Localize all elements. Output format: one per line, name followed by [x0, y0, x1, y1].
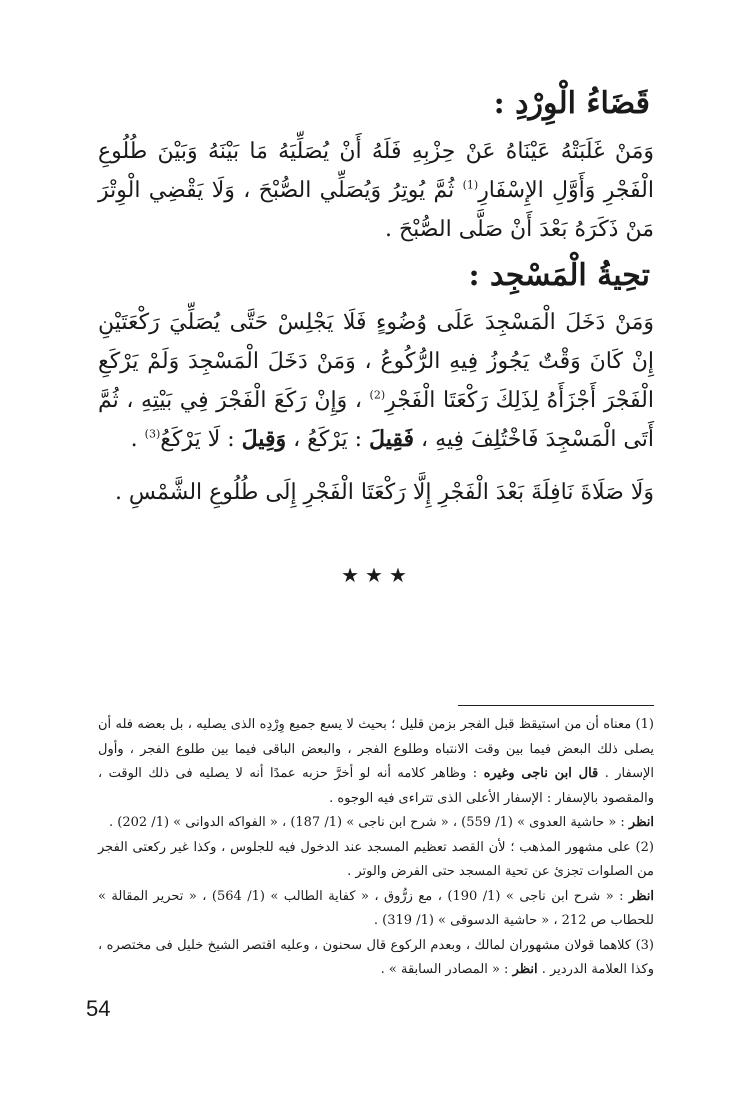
footnote-bold: انظر — [512, 962, 538, 977]
paragraph-nafila — [98, 473, 654, 512]
footnote-text: (2) على مشهور المذهب ؛ لأن القصد تعظيم المسجد عند الدخول فيه للجلوس ، وكذا غير ركعتى الفجر من الصلوات تجزئ عن تحية المسجد حتى الفرض والوتر . — [98, 839, 654, 879]
footnote-text: : وظاهر كلامه أنه لو أخرَّ حزبه عمدًا أنه لا يصليه فى ذلك الوقت ، والمقصود بالإسفار : الإسفار الأعلى الذى تتراءى فيه الوجوه . — [98, 766, 654, 806]
paragraph-text: : لَا يَرْكَعُ — [160, 427, 242, 452]
footnote-bold: انظر — [628, 888, 655, 904]
bold-term: فَقِيلَ — [369, 426, 414, 452]
footnote-text: (3) كلاهما قولان مشهوران لمالك ، وبعدم الركوع قال سحنون ، وعليه اقتصر الشيخ خليل فى مختصره ، وكذا العلامة الدردير . — [98, 937, 654, 977]
footnote-text: : « المصادر السابقة » . — [380, 962, 513, 977]
footnotes — [98, 713, 654, 983]
footnote-1-refs — [98, 811, 654, 836]
footnote-divider — [458, 705, 654, 706]
paragraph-text: . — [130, 427, 145, 452]
paragraph-text: وَمَنْ دَخَلَ الْمَسْجِدَ عَلَى وُضُوءٍ فَلَا يَجْلِسْ حَتَّى يُصَلِّيَ رَكْعَتَيْنِ إِنْ كَانَ وَقْتٌ يَجُوزُ فِيهِ الرُّكُوعُ ، وَمَنْ دَخَلَ الْمَسْجِدَ وَلَمْ يَرْكَعِ الْفَجْرَ أَجْزَأَهُ لِذَلِكَ رَكْعَتَا الْفَجْرِ — [98, 310, 654, 413]
footnote-text: : « شرح ابن ناجى » (1/ 190) ، مع زرُّوق ، « كفاية الطالب » (1/ 564) ، « تحرير المقالة » للحطاب ص 212 ، « حاشية الدسوقى » (1/ 319) . — [98, 888, 654, 928]
section-separator: ★★★ — [341, 563, 413, 587]
footnote-1 — [98, 713, 654, 811]
paragraph-text: وَمَنْ غَلَبَتْهُ عَيْنَاهُ عَنْ حِزْبِهِ فَلَهُ أَنْ يُصَلِّيَهُ مَا بَيْنَهُ وَبَيْنَ طُلُوعِ الْفَجْرِ وَأَوَّلِ الإِسْفَارِ — [98, 139, 654, 203]
footnote-2 — [98, 836, 654, 885]
paragraph-wird — [98, 132, 654, 249]
paragraph-tahiyyat — [98, 303, 654, 459]
section-heading-wird: قَضَاءُ الْوِرْدِ : — [493, 86, 650, 121]
paragraph-text: وَلَا صَلَاةَ نَافِلَةَ بَعْدَ الْفَجْرِ إِلَّا رَكْعَتَا الْفَجْرِ إِلَى طُلُوعِ الشَّمْسِ . — [114, 480, 654, 505]
paragraph-text: : يَرْكَعُ ، — [286, 427, 370, 452]
section-heading-tahiyyat: تحِيةُ الْمَسْجِد : — [468, 258, 650, 293]
footnote-bold: قال ابن ناجى وغيره — [483, 766, 599, 781]
footnote-2-refs — [98, 885, 654, 934]
footnote-bold: انظر — [628, 815, 654, 830]
footnote-marker[interactable]: (1) — [462, 178, 479, 192]
footnote-3 — [98, 934, 654, 983]
bold-term: وَقِيلَ — [241, 426, 287, 452]
paragraph-text: ثُمَّ يُوتِرُ وَيُصَلِّي الصُّبْحَ ، وَلَا يَقْضِي الْوِتْرَ مَنْ ذَكَرَهُ بَعْدَ أَنْ صَلَّى الصُّبْحَ . — [98, 178, 654, 242]
footnote-text: : « حاشية العدوى » (1/ 559) ، « شرح ابن ناجى » (1/ 187) ، « الفواكه الدوانى » (1/ 202) . — [109, 815, 629, 830]
page-number: 54 — [86, 996, 111, 1021]
footnote-text: (1) معناه أن من استيقظ قبل الفجر بزمن قليل ؛ بحيث لا يسع جميع وِرْدِه الذى يصليه ، بل بعضه فله أن يصلى ذلك البعض فيما بين وقت الانتباه وطلوع الفجر ، والبعض الباقى فيما بين طلوع الفجر ، وأول الإسفار . — [98, 717, 655, 781]
footnote-marker[interactable]: (2) — [369, 388, 386, 402]
paragraph-text: ، وَإِنْ رَكَعَ الْفَجْرَ فِي بَيْتِهِ ، ثُمَّ أَتَى الْمَسْجِدَ فَاخْتُلِفَ فِيهِ ، — [98, 388, 654, 452]
footnote-marker[interactable]: (3) — [144, 427, 161, 441]
